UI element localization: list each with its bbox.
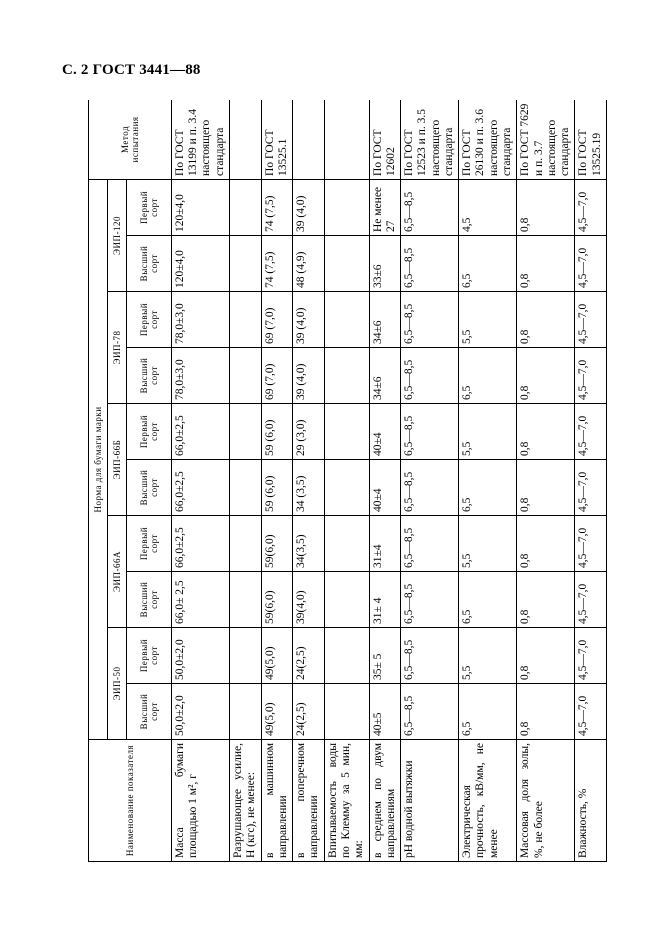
value-cell: 5,5 [459, 292, 517, 348]
value-cell: 6,5—8,5 [401, 572, 459, 628]
value-cell: 6,5 [459, 684, 517, 740]
grade-header: Высший сорт [127, 460, 172, 516]
grade-header: Высший сорт [127, 236, 172, 292]
value-cell: 35± 5 [369, 628, 401, 684]
value-cell: 49(5,0) [261, 628, 293, 684]
value-cell: 66,0±2,5 [172, 460, 230, 516]
grade-header: Первый сорт [127, 292, 172, 348]
table-body [172, 100, 607, 862]
value-cell: 4,5—7,0 [575, 572, 607, 628]
grade-header: Первый сорт [127, 516, 172, 572]
value-cell: 0,8 [517, 179, 575, 235]
value-cell: 74 (7,5) [261, 236, 293, 292]
value-cell: 5,5 [459, 628, 517, 684]
value-cell: 24(2,5) [293, 684, 325, 740]
table-row [401, 100, 459, 862]
table-row [575, 100, 607, 862]
value-cell: 0,8 [517, 516, 575, 572]
value-cell: 59(6,0) [261, 516, 293, 572]
row-name: Электрическая прочность, кВ/мм, не менее [459, 740, 517, 862]
method-cell: По ГОСТ 26130 и п. 3.6 настоящего стандарта [459, 100, 517, 179]
specs-table [88, 100, 607, 862]
value-cell: 48 (4,9) [293, 236, 325, 292]
value-cell: 6,5—8,5 [401, 404, 459, 460]
value-cell [324, 179, 369, 235]
value-cell: 4,5—7,0 [575, 404, 607, 460]
table-frame [88, 100, 607, 862]
value-cell: 120±4,0 [172, 236, 230, 292]
value-cell: 59 (6,0) [261, 460, 293, 516]
value-cell: 69 (7,0) [261, 348, 293, 404]
value-cell: 6,5 [459, 236, 517, 292]
method-cell: По ГОСТ 12602 [369, 100, 401, 179]
value-cell: 78,0±3,0 [172, 348, 230, 404]
value-cell [324, 236, 369, 292]
row-name: в среднем по двум направлениям [369, 740, 401, 862]
method-cell: По ГОСТ 13525.1 [261, 100, 293, 179]
group-header: Норма для бумаги марки [89, 179, 108, 739]
value-cell: 74 (7,5) [261, 179, 293, 235]
value-cell: 31± 4 [369, 572, 401, 628]
value-cell: 4,5—7,0 [575, 348, 607, 404]
table-row [293, 100, 325, 862]
value-cell: 0,8 [517, 292, 575, 348]
value-cell: 59(6,0) [261, 572, 293, 628]
value-cell [324, 460, 369, 516]
value-cell: 6,5—8,5 [401, 516, 459, 572]
value-cell [230, 348, 262, 404]
rotated-table-container [88, 100, 607, 862]
value-cell [324, 404, 369, 460]
grade-header: Высший сорт [127, 684, 172, 740]
brand-header: ЭИП-66А [108, 516, 127, 628]
row-name: Разрушающее усилие, Н (кгс), не менее: [230, 740, 262, 862]
value-cell: 6,5—8,5 [401, 348, 459, 404]
value-cell: 40±4 [369, 404, 401, 460]
value-cell [230, 179, 262, 235]
value-cell: 6,5—8,5 [401, 684, 459, 740]
value-cell: 34(3,5) [293, 516, 325, 572]
value-cell [230, 292, 262, 348]
method-header: Метод испытания [89, 100, 172, 179]
method-cell: По ГОСТ 12523 и п. 3.5 настоящего стандарта [401, 100, 459, 179]
method-cell [324, 100, 369, 179]
value-cell [324, 628, 369, 684]
brand-header: ЭИП-66Б [108, 404, 127, 516]
value-cell: 50,0±2,0 [172, 684, 230, 740]
value-cell: 6,5 [459, 348, 517, 404]
value-cell: 6,5—8,5 [401, 292, 459, 348]
value-cell: 4,5 [459, 179, 517, 235]
brand-header: ЭИП-78 [108, 292, 127, 404]
row-name: рН водной вытяжки [401, 740, 459, 862]
value-cell [230, 404, 262, 460]
value-cell: 0,8 [517, 460, 575, 516]
value-cell [324, 684, 369, 740]
value-cell: 33±6 [369, 236, 401, 292]
value-cell: 24(2,5) [293, 628, 325, 684]
grade-header: Высший сорт [127, 572, 172, 628]
table-row [517, 100, 575, 862]
method-cell: По ГОСТ 7629 и п. 3.7 настоящего стандарта [517, 100, 575, 179]
value-cell: 0,8 [517, 684, 575, 740]
value-cell: 4,5—7,0 [575, 516, 607, 572]
value-cell: 6,5—8,5 [401, 460, 459, 516]
value-cell: 6,5 [459, 460, 517, 516]
value-cell: 39 (4,0) [293, 179, 325, 235]
value-cell: 49(5,0) [261, 684, 293, 740]
value-cell: 4,5—7,0 [575, 460, 607, 516]
value-cell: 69 (7,0) [261, 292, 293, 348]
value-cell [324, 292, 369, 348]
value-cell: 120±4,0 [172, 179, 230, 235]
value-cell: 0,8 [517, 572, 575, 628]
method-cell [230, 100, 262, 179]
value-cell: 34±6 [369, 292, 401, 348]
value-cell: 5,5 [459, 404, 517, 460]
value-cell: 0,8 [517, 404, 575, 460]
value-cell: 31±4 [369, 516, 401, 572]
value-cell: 59 (6,0) [261, 404, 293, 460]
value-cell [230, 516, 262, 572]
value-cell [324, 572, 369, 628]
row-name: Масса бумаги площадью 1 м², г [172, 740, 230, 862]
grade-header: Первый сорт [127, 404, 172, 460]
value-cell: 0,8 [517, 236, 575, 292]
value-cell [230, 572, 262, 628]
value-cell [230, 236, 262, 292]
value-cell: 50,0±2,0 [172, 628, 230, 684]
row-name: Массовая доля золы, %, не более [517, 740, 575, 862]
table-row [369, 100, 401, 862]
value-cell: 6,5—8,5 [401, 236, 459, 292]
row-name: в машинном направлении [261, 740, 293, 862]
row-name: Влажность, % [575, 740, 607, 862]
value-cell: 40±5 [369, 684, 401, 740]
method-cell: По ГОСТ 13525.19 [575, 100, 607, 179]
value-cell: Не менее 27 [369, 179, 401, 235]
table-row [459, 100, 517, 862]
value-cell: 39 (4,0) [293, 348, 325, 404]
col-name-header: Наименование показателя [89, 740, 172, 862]
value-cell: 29 (3,0) [293, 404, 325, 460]
grade-header: Первый сорт [127, 179, 172, 235]
table-row [172, 100, 230, 862]
page-header: С. 2 ГОСТ 3441—88 [62, 62, 201, 78]
value-cell [324, 516, 369, 572]
brand-header: ЭИП-120 [108, 179, 127, 291]
header-row-group [89, 100, 108, 862]
method-cell [293, 100, 325, 179]
table-row [261, 100, 293, 862]
value-cell [230, 460, 262, 516]
table-row [230, 100, 262, 862]
value-cell [230, 684, 262, 740]
value-cell: 39(4,0) [293, 572, 325, 628]
method-cell: По ГОСТ 13199 и п. 3.4 настоящего стандарта [172, 100, 230, 179]
value-cell: 66,0±2,5 [172, 516, 230, 572]
value-cell: 4,5—7,0 [575, 628, 607, 684]
value-cell: 0,8 [517, 348, 575, 404]
grade-header: Высший сорт [127, 348, 172, 404]
value-cell: 66,0±2,5 [172, 404, 230, 460]
value-cell: 34 (3,5) [293, 460, 325, 516]
value-cell: 78,0±3,0 [172, 292, 230, 348]
brand-header: ЭИП-50 [108, 628, 127, 740]
value-cell: 40±4 [369, 460, 401, 516]
value-cell: 66,0± 2,5 [172, 572, 230, 628]
value-cell: 34±6 [369, 348, 401, 404]
row-name: в поперечном направлении [293, 740, 325, 862]
value-cell: 0,8 [517, 628, 575, 684]
grade-header: Первый сорт [127, 628, 172, 684]
value-cell: 4,5—7,0 [575, 179, 607, 235]
value-cell: 6,5 [459, 572, 517, 628]
value-cell: 6,5—8,5 [401, 179, 459, 235]
value-cell: 39 (4,0) [293, 292, 325, 348]
value-cell: 4,5—7,0 [575, 684, 607, 740]
value-cell: 4,5—7,0 [575, 292, 607, 348]
table-row [324, 100, 369, 862]
value-cell: 5,5 [459, 516, 517, 572]
value-cell [230, 628, 262, 684]
value-cell: 4,5—7,0 [575, 236, 607, 292]
row-name: Впитываемость воды по Клемму за 5 мин, мм: [324, 740, 369, 862]
value-cell: 6,5—8,5 [401, 628, 459, 684]
value-cell [324, 348, 369, 404]
